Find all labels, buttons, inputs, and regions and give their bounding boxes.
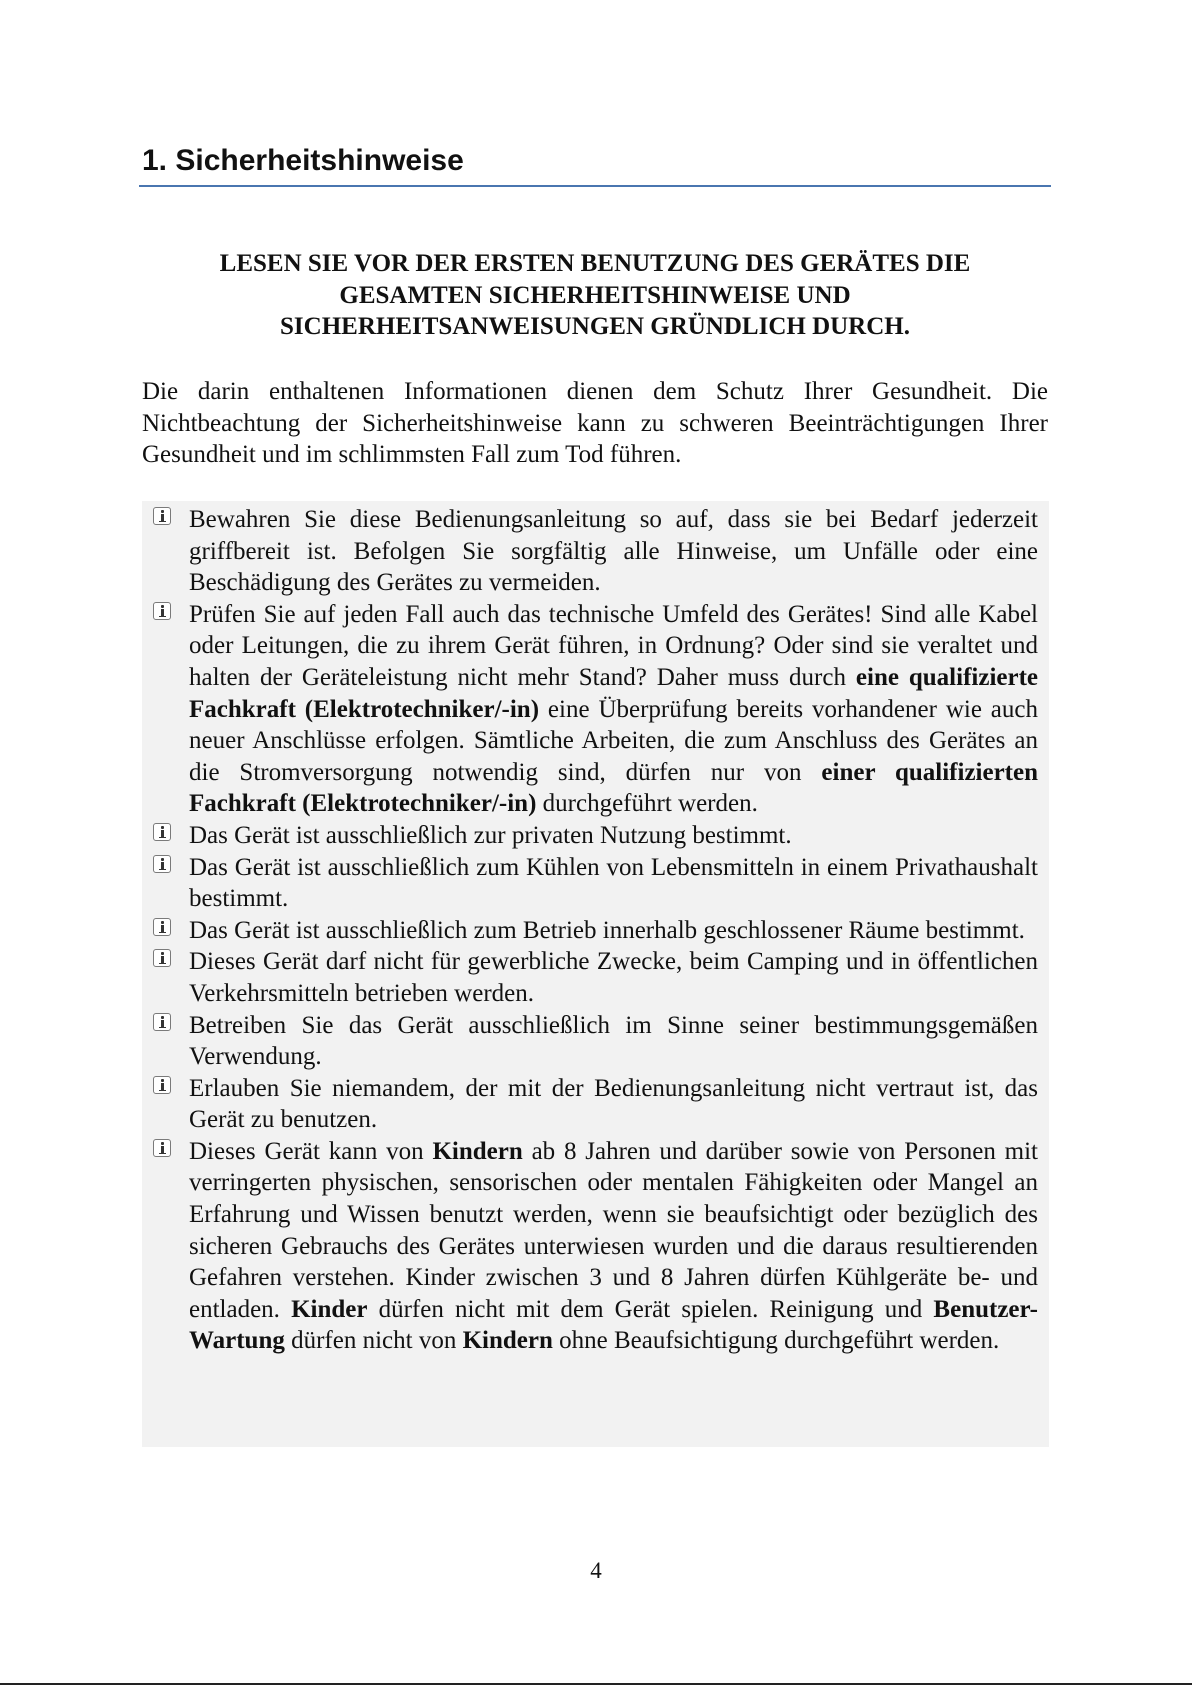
note-text: Das Gerät ist ausschließlich zum Betrieb innerhalb geschlossener Räume bestimmt. [189, 916, 1025, 944]
safety-note-item [189, 820, 1038, 852]
note-text: Das Gerät ist ausschließlich zum Kühlen von Lebensmitteln in einem Privathaushalt bestimmt. [189, 853, 1038, 913]
note-text: dürfen nicht von [284, 1327, 463, 1355]
note-text: Betreiben Sie das Gerät ausschließlich im Sinne seiner bestimmungsgemäßen Verwendung. [189, 1011, 1038, 1071]
note-emphasis: Kindern [432, 1137, 523, 1165]
safety-warning-title [142, 248, 1048, 343]
warning-line: GESAMTEN SICHERHEITSHINWEISE UND [339, 281, 851, 309]
note-emphasis: Kindern [462, 1327, 553, 1355]
note-emphasis: Kinder [291, 1295, 368, 1323]
warning-line: SICHERHEITSANWEISUNGEN GRÜNDLICH DURCH. [280, 313, 910, 340]
info-icon [153, 507, 171, 525]
note-text: ab 8 Jahren und darüber sowie von Personen mit verringerten physischen, sensorischen oder mentalen Fähigkeiten oder Mangel an Erfahrung und Wissen benutzt werden, wenn sie beaufsichtigt oder bezüglich des sicheren Gebrauchs des Gerätes unterwiesen wurden und die daraus resultierenden Gefahren verstehen. Kinder zwischen 3 und 8 Jahren dürfen Kühlgeräte be- und entladen. [189, 1137, 1039, 1323]
note-text: Das Gerät ist ausschließlich zur privaten Nutzung bestimmt. [189, 821, 792, 849]
note-text: Dieses Gerät darf nicht für gewerbliche Zwecke, beim Camping und in öffentlichen Verkehrsmitteln betrieben werden. [189, 948, 1038, 1007]
info-icon [153, 602, 171, 620]
safety-note-item [189, 599, 1038, 820]
info-icon [153, 1139, 171, 1157]
safety-note-item [189, 946, 1038, 1009]
note-text: Bewahren Sie diese Bedienungsanleitung so auf, dass sie bei Bedarf jederzeit griffbereit ist. Befolgen Sie sorgfältig alle Hinweise, um Unfälle oder eine Beschädigung des Gerätes zu vermeiden. [189, 506, 1038, 597]
safety-note-item [189, 1010, 1038, 1073]
page-number: 4 [590, 1558, 602, 1583]
safety-notes-list [142, 501, 1049, 1357]
safety-note-item [189, 1073, 1038, 1136]
note-text: dürfen nicht mit dem Gerät spielen. Reinigung und [367, 1295, 934, 1323]
info-icon [153, 1013, 171, 1031]
info-icon [153, 949, 171, 967]
safety-note-item [189, 1136, 1038, 1357]
safety-note-item [189, 915, 1038, 947]
intro-paragraph: Die darin enthaltenen Informationen dienen dem Schutz Ihrer Gesundheit. Die Nichtbeachtung der Sicherheitshinweise kann zu schweren Beeinträchtigungen Ihrer Gesundheit und im schlimmsten Fall zum Tod führen. [142, 378, 1048, 468]
note-emphasis: eine qualifizierte Fachkraft (Elektrotechniker/-in) [189, 663, 1038, 723]
info-icon [153, 855, 171, 873]
warning-line: LESEN SIE VOR DER ERSTEN BENUTZUNG DES GERÄTES DIE [219, 250, 971, 277]
info-icon [153, 918, 171, 936]
safety-note-item [189, 504, 1038, 599]
heading-divider [139, 185, 1051, 187]
info-icon [153, 823, 171, 841]
note-text: durchgeführt werden. [536, 790, 758, 818]
note-emphasis: Benutzer-Wartung [189, 1295, 1039, 1355]
note-text: ohne Beaufsichtigung durchgeführt werden. [552, 1327, 1000, 1355]
note-text: Prüfen Sie auf jeden Fall auch das technische Umfeld des Gerätes! Sind alle Kabel oder Leitungen, die zu ihrem Gerät führen, in Ordnung? Oder sind sie veraltet und halten der Geräteleistung nicht mehr Stand? Daher muss durch [189, 600, 1038, 691]
safety-note-item [189, 852, 1038, 915]
safety-notes-box [142, 501, 1049, 1447]
note-text: Erlauben Sie niemandem, der mit der Bedienungsanleitung nicht vertraut ist, das Gerät zu benutzen. [189, 1074, 1038, 1134]
section-heading: 1. Sicherheitshinweise [142, 144, 464, 177]
note-text: eine Überprüfung bereits vorhandener wie auch neuer Anschlüsse erfolgen. Sämtliche Arbeiten, die zum Anschluss des Gerätes an die Stromversorgung notwendig sind, dürfen nur von [189, 695, 1038, 786]
info-icon [153, 1076, 171, 1094]
note-text: Dieses Gerät kann von [189, 1137, 433, 1165]
note-emphasis: einer qualifizierten Fachkraft (Elektrotechniker/-in) [189, 758, 1039, 818]
